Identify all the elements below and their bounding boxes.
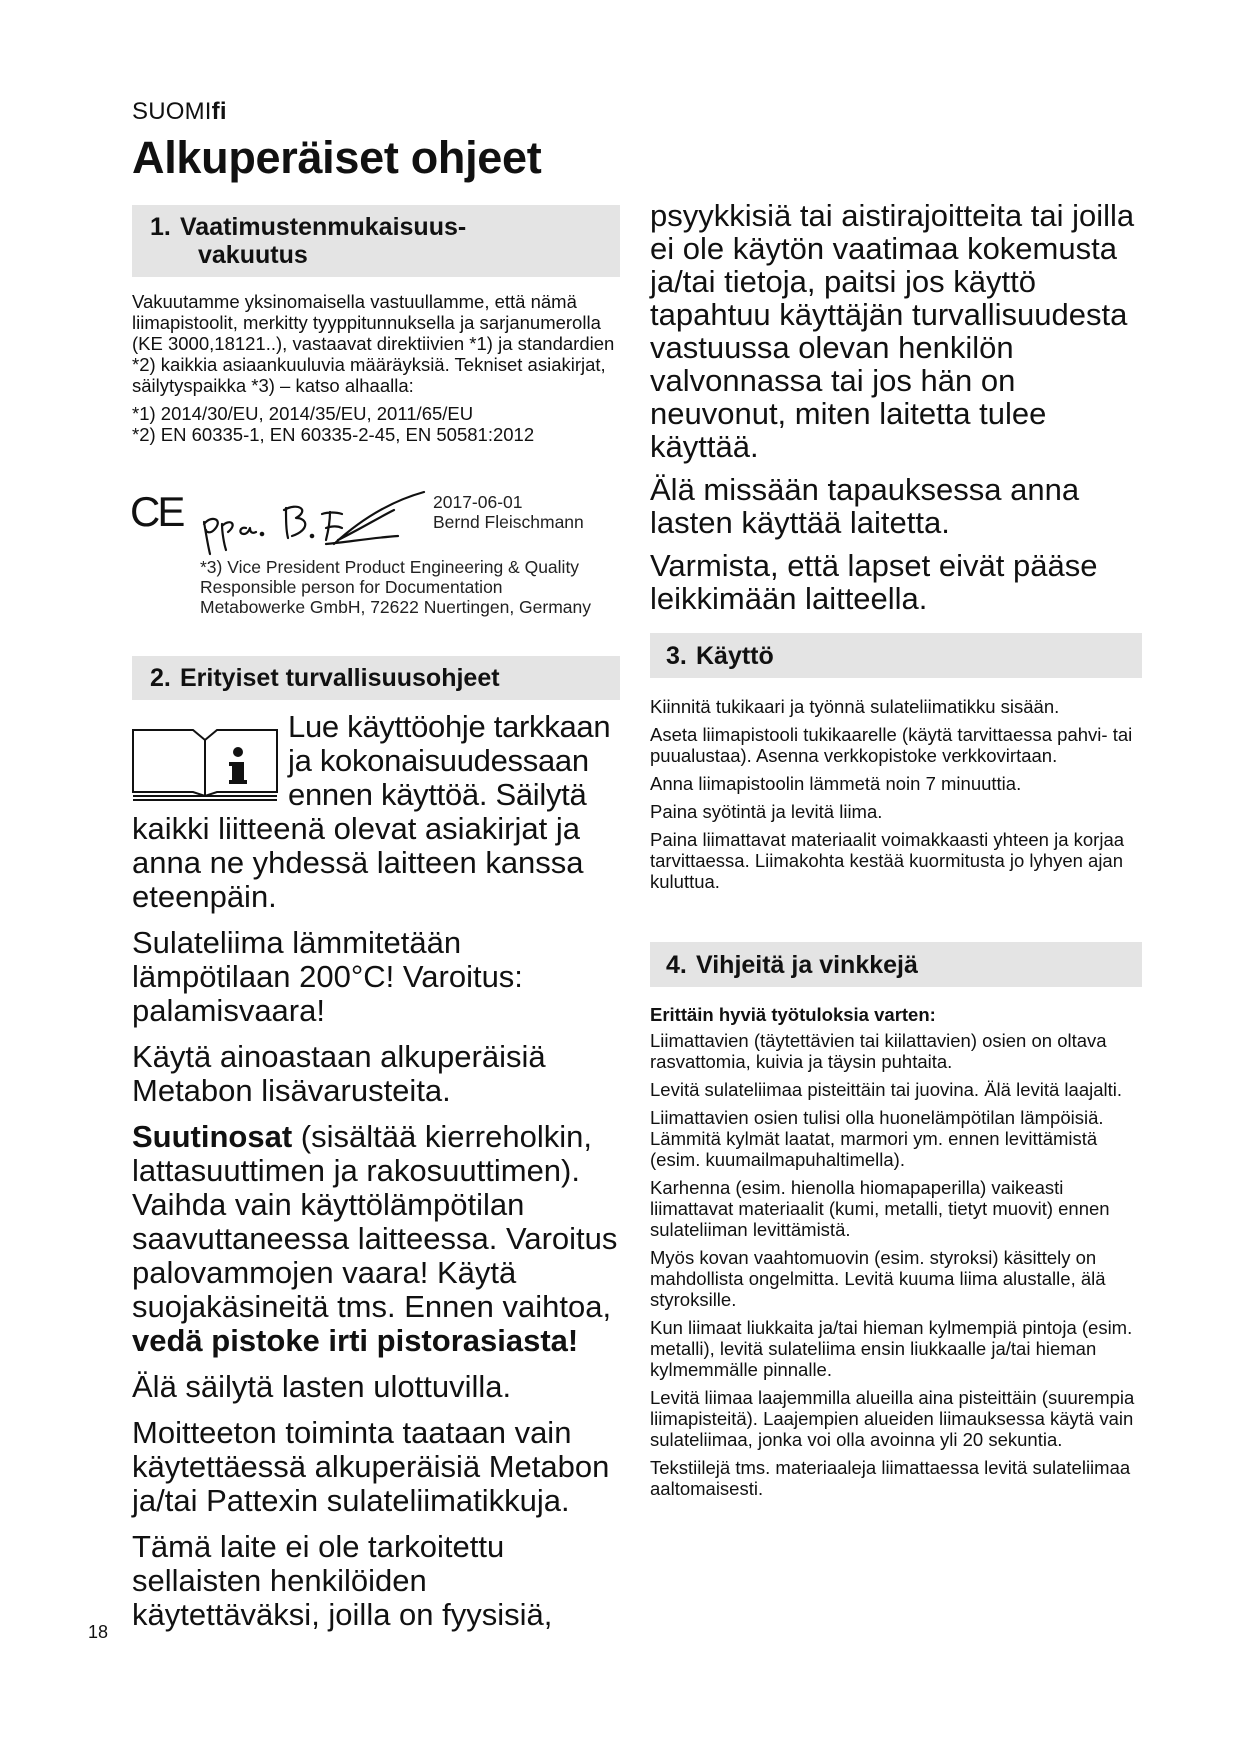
tip-item: Levitä sulateliimaa pisteittäin tai juovina. Älä levitä laajalti.	[650, 1079, 1123, 1100]
section-1-body	[132, 291, 620, 452]
accessories-note: Käytä ainoastaan alkuperäisiä Metabon lisävarusteita.	[132, 1039, 546, 1108]
page-title: Alkuperäiset ohjeet	[132, 132, 542, 183]
standards-reference: *2) EN 60335-1, EN 60335-2-45, EN 50581:2012	[132, 424, 535, 445]
signer-name: Bernd Fleischmann	[433, 512, 584, 532]
tip-item: Liimattavien (täytettävien tai kiilattavien) osien on oltava rasvattomia, kuivia ja täysin puhtaita.	[650, 1030, 1107, 1072]
footnote-3: *3) Vice President Product Engineering & Quality Responsible person for Documentation Metabowerke GmbH, 72622 Nuertingen, Germany	[200, 557, 592, 617]
declaration-text: Vakuutamme yksinomaisella vastuullamme, että nämä liimapistoolit, merkitty tyyppitunnuksella ja sarjanumerolla (KE 3000,18121..), vastaavat direktiivien *1) ja standardien *2) kaikkia asiaankuuluvia määräyksiä. Tekniset asiakirjat, säilytyspaikka *3) – katso alhaalla:	[132, 291, 615, 396]
children-warning: Älä säilytä lasten ulottuvilla.	[132, 1369, 512, 1404]
section-2-heading: 2. Erityiset turvallisuusohjeet	[132, 656, 620, 700]
usage-step: Paina syötintä ja levitä liima.	[650, 801, 883, 822]
usage-step: Anna liimapistoolin lämmetä noin 7 minuuttia.	[650, 773, 1022, 794]
usage-step: Aseta liimapistooli tukikaarelle (käytä tarvittaessa pahvi- tai puualustaa). Asenna verkkopistoke verkkovirtaan.	[650, 724, 1133, 766]
restricted-users-note: Tämä laite ei ole tarkoitettu sellaisten henkilöiden käytettäväksi, joilla on fyysisiä,	[132, 1529, 553, 1632]
safety-continuation: psyykkisiä tai aistirajoitteita tai joilla ei ole käytön vaatimaa kokemusta ja/tai tietoja, paitsi jos käyttö tapahtuu käyttäjän turvallisuudesta vastuussa olevan henkilön valvonnassa tai jos hän on neuvonut, miten laitetta tulee käyttää. Älä missään tapauksessa anna lasten käyttää laitetta. Varmista, että lapset eivät pääse leikkimään laitteella.	[650, 198, 1135, 616]
signature-image	[198, 488, 438, 558]
section-4-heading: 4. Vihjeitä ja vinkkejä	[650, 942, 1142, 987]
read-manual-lines: Lue käyttöohje tarkkaan ja kokonaisuudessaan ennen käyttöä. Säilytä	[288, 709, 611, 812]
usage-step: Paina liimattavat materiaalit voimakkaasti yhteen ja korjaa tarvittaessa. Liimakohta kestää kuormitusta jo lyhyen ajan kuluttua.	[650, 829, 1125, 892]
tip-item: Tekstiilejä tms. materiaaleja liimattaessa levitä sulateliimaa aaltomaisesti.	[650, 1457, 1131, 1499]
tips-subheading: Erittäin hyviä työtuloksia varten:	[650, 1004, 936, 1025]
tip-item: Myös kovan vaahtomuovin (esim. styroksi) käsittely on mahdollista ongelmitta. Levitä kuuma liima alustalle, älä styroksille.	[650, 1247, 1106, 1310]
usage-step: Kiinnitä tukikaari ja työnnä sulateliimatikku sisään.	[650, 696, 1060, 717]
tip-item: Levitä liimaa laajemmilla alueilla aina pisteittäin (suurempia liimapisteitä). Laajempien alueiden liimauksessa käytä vain sulateliimaa, jonka voi olla avoinna yli 20 sekuntia.	[650, 1387, 1135, 1450]
glue-sticks-note: Moitteeton toiminta taataan vain käytettäessä alkuperäisiä Metabon ja/tai Pattexin sulateliimatikkuja.	[132, 1415, 610, 1518]
tip-item: Liimattavien osien tulisi olla huonelämpötilan lämpöisiä. Lämmitä kylmät laatat, marmori ym. ennen levittämistä (esim. kuumailmapuhaltimella).	[650, 1107, 1104, 1170]
manual-info-icon	[131, 722, 279, 802]
directives-reference: *1) 2014/30/EU, 2014/35/EU, 2011/65/EU	[132, 403, 474, 424]
section-1-heading: 1. Vaatimustenmukaisuus- vakuutus	[132, 205, 620, 277]
section-2-body	[132, 812, 620, 1644]
tip-item: Kun liimaat liukkaita ja/tai hieman kylmempiä pintoja (esim. metalli), levitä sulateliima ensin liukkaalle ja/tai hieman kylmemmälle pinnalle.	[650, 1317, 1133, 1380]
section-4-body	[650, 1004, 1142, 1506]
hot-glue-warning: Sulateliima lämmitetään lämpötilaan 200°C! Varoitus: palamisvaara!	[132, 925, 523, 1028]
nozzle-instructions: Suutinosat (sisältää kierreholkin, lattasuuttimen ja rakosuuttimen). Vaihda vain käyttölämpötilan saavuttaneessa laitteessa. Varoitus palovammojen vaara! Käytä suojakäsineitä tms. Ennen vaihtoa, vedä pistoke irti pistorasiasta!	[132, 1119, 618, 1358]
language-label: SUOMIfi	[132, 98, 227, 125]
signature-block	[433, 492, 584, 532]
read-manual-continued: kaikki liitteenä olevat asiakirjat ja anna ne yhdessä laitteen kanssa eteenpäin.	[132, 811, 584, 914]
ce-mark: CE	[130, 488, 183, 535]
section-3-body	[650, 696, 1142, 899]
section-3-heading: 3. Käyttö	[650, 633, 1142, 678]
tip-item: Karhenna (esim. hienolla hiomapaperilla) vaikeasti liimattavat materiaalit (kumi, metalli, tietyt muovit) ennen sulateliiman levittämistä.	[650, 1177, 1110, 1240]
signature-date: 2017-06-01	[433, 492, 523, 512]
page-number: 18	[88, 1622, 109, 1642]
